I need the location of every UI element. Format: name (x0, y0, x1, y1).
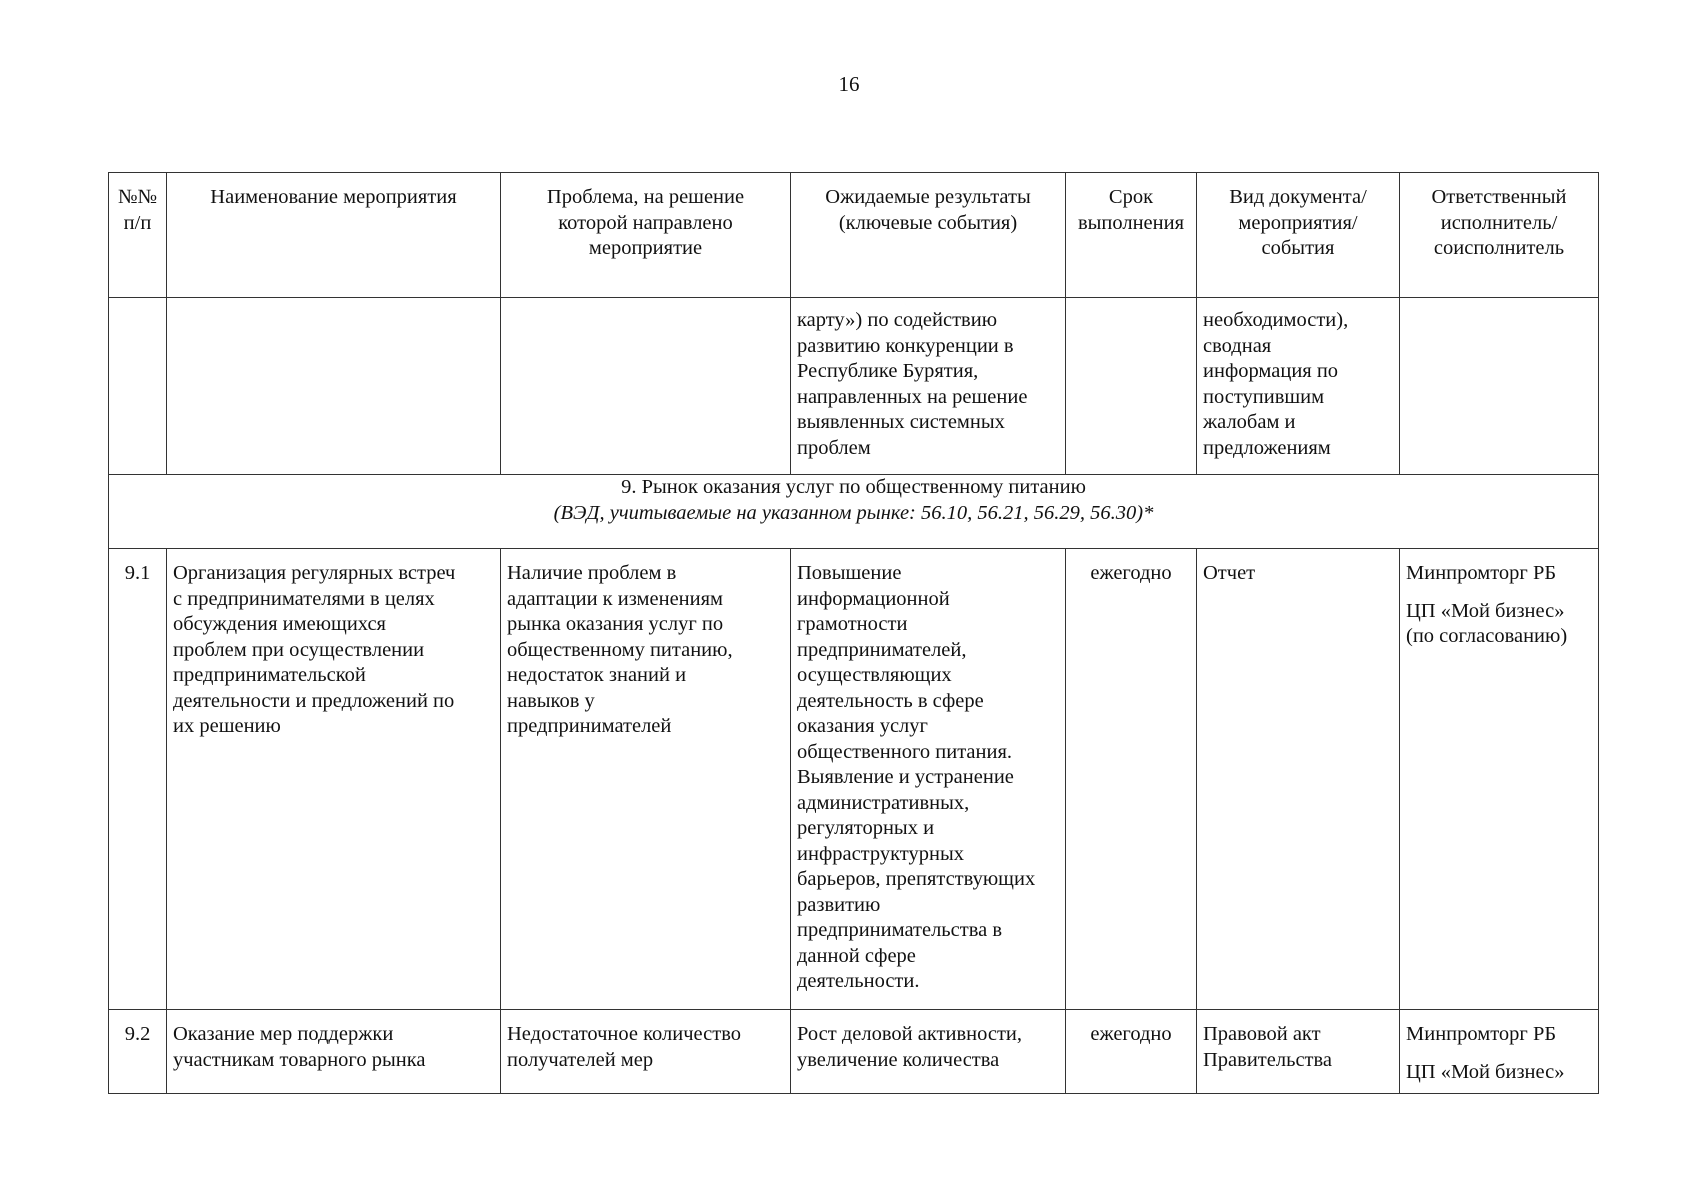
header-results: Ожидаемые результаты (ключевые события) (791, 173, 1066, 298)
table-row (109, 1010, 1599, 1094)
responsible-primary: Минпромторг РБ (1406, 562, 1557, 584)
continuation-row (109, 298, 1599, 475)
row-deadline: ежегодно (1066, 549, 1197, 1010)
row-num: 9.1 (109, 549, 167, 1010)
header-doc-type: Вид документа/ мероприятия/ события (1197, 173, 1400, 298)
row-responsible (1400, 549, 1599, 1010)
section-subtitle: (ВЭД, учитываемые на указанном рынке: 56.10, 56.21, 56.29, 56.30)* (553, 501, 1154, 524)
row-name: Оказание мер поддержки участникам товарного рынка (167, 1010, 501, 1094)
row-problem: Наличие проблем в адаптации к изменениям рынка оказания услуг по общественному питанию, недостаток знаний и навыков у предпринимателей (501, 549, 791, 1010)
cont-responsible (1400, 298, 1599, 475)
cont-results: карту») по содействию развитию конкуренции в Республике Бурятия, направленных на решение выявленных системных проблем (791, 298, 1066, 475)
section-header-row (109, 475, 1599, 549)
header-name: Наименование мероприятия (167, 173, 501, 298)
cont-deadline (1066, 298, 1197, 475)
cont-problem (501, 298, 791, 475)
row-doc-type: Правовой акт Правительства (1197, 1010, 1400, 1094)
row-problem: Недостаточное количество получателей мер (501, 1010, 791, 1094)
header-deadline: Срок выполнения (1066, 173, 1197, 298)
cont-name (167, 298, 501, 475)
page-number: 16 (838, 72, 860, 96)
section-title: 9. Рынок оказания услуг по общественному питанию (621, 476, 1086, 498)
section-header-cell (109, 475, 1599, 549)
responsible-primary: Минпромторг РБ (1406, 1023, 1557, 1045)
cont-doc-type: необходимости), сводная информация по поступившим жалобам и предложениям (1197, 298, 1400, 475)
responsible-secondary: ЦП «Мой бизнес» (1406, 1060, 1565, 1083)
row-name: Организация регулярных встреч с предпринимателями в целях обсуждения имеющихся проблем при осуществлении предпринимательской деятельности и предложений по их решению (167, 549, 501, 1010)
row-responsible (1400, 1010, 1599, 1094)
responsible-secondary: ЦП «Мой бизнес» (по согласованию) (1406, 599, 1568, 647)
header-num: №№ п/п (109, 173, 167, 298)
table-header-row (109, 173, 1599, 298)
cont-num (109, 298, 167, 475)
row-results: Повышение информационной грамотности предпринимателей, осуществляющих деятельность в сфере оказания услуг общественного питания. Выявление и устранение административных, регуляторных и инфраструктурных барьеров, препятствующих развитию предпринимательства в данной сфере деятельности. (791, 549, 1066, 1010)
table-row (109, 549, 1599, 1010)
header-problem: Проблема, на решение которой направлено мероприятие (501, 173, 791, 298)
row-doc-type: Отчет (1197, 549, 1400, 1010)
row-results: Рост деловой активности, увеличение количества (791, 1010, 1066, 1094)
row-deadline: ежегодно (1066, 1010, 1197, 1094)
header-responsible: Ответственный исполнитель/ соисполнитель (1400, 173, 1599, 298)
measures-table (108, 172, 1599, 1094)
row-num: 9.2 (109, 1010, 167, 1094)
